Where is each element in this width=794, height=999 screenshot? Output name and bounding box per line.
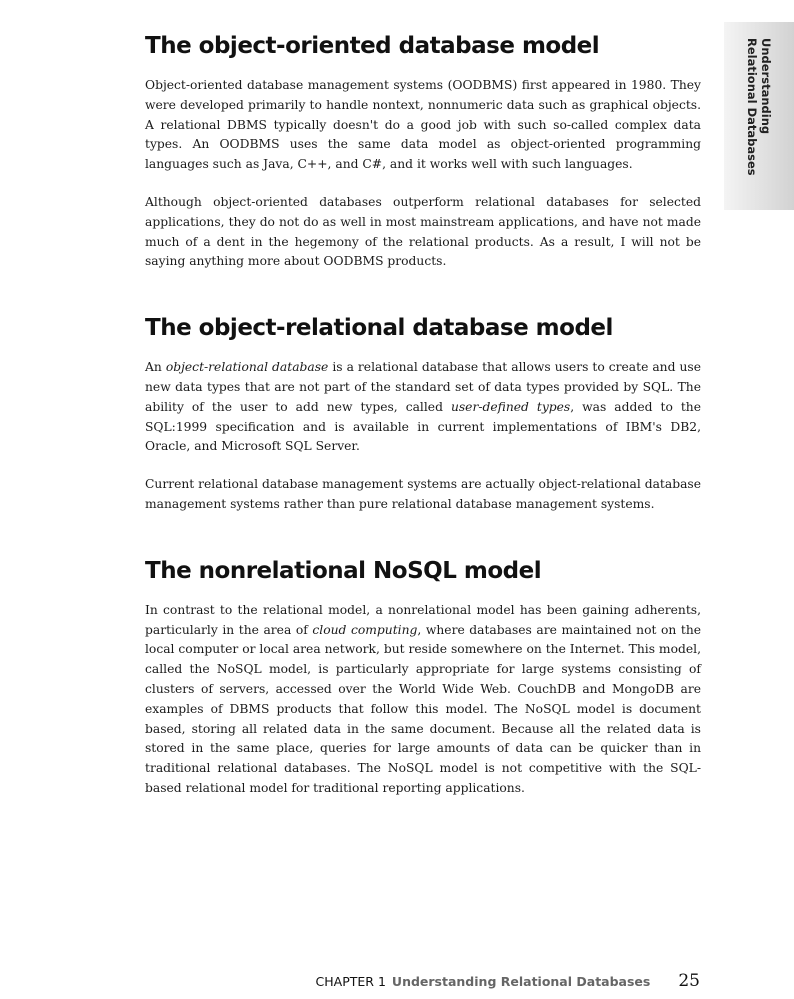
italic-term: cloud computing (312, 622, 418, 637)
footer-chapter: CHAPTER 1 (315, 973, 386, 989)
page-footer (316, 970, 700, 992)
paragraph (145, 601, 701, 799)
footer-chapter-title: Understanding Relational Databases (391, 973, 651, 989)
paragraph (145, 358, 701, 457)
section-object-relational (145, 312, 701, 515)
text-run: , was added to the SQL:1999 specification and is available in current implementations of IBM's DB2, Oracle, and Microsoft SQL Server. (145, 399, 702, 454)
text-run: is a relational database that allows users to create and use new data types that are not part of the standard set of data types provided by SQL. The ability of the user to add new types, called (145, 360, 701, 414)
text-run: An (145, 360, 166, 375)
text-run: In contrast to the relational model, a nonrelational model has been gaining adherents, particularly in the area of (145, 602, 701, 637)
paragraph: Object-oriented database management systems (OODBMS) first appeared in 1980. They were developed primarily to handle nontext, nonnumeric data such as graphical objects. A relational DBMS typically doesn't do a good job with such so-called complex data types. An OODBMS uses the same data model as object-oriented programming languages such as Java, C++, and C#, and it works well with such languages. (145, 78, 701, 172)
section-nosql (145, 555, 701, 799)
page-content (145, 30, 701, 817)
text-run: , where databases are maintained not on the local computer or local area network, but reside somewhere on the Internet. This model, called the NoSQL model, is particularly appropriate for large systems consisting of clusters of servers, accessed over the World Wide Web. CouchDB and MongoDB are examples of DBMS products that follow this model. The NoSQL model is document based, storing all related data in the same document. Because all the related data is stored in the same place, queries for large amounts of data can be quicker than in traditional relational databases. The NoSQL model is not competitive with the SQL-based relational model for traditional reporting applications. (145, 622, 702, 795)
italic-term: object-relational database (165, 360, 329, 375)
side-tab-line1: Understanding (759, 38, 773, 135)
side-tab-label (724, 22, 794, 210)
section-object-oriented (145, 30, 701, 272)
section-heading: The object-oriented database model (145, 33, 600, 59)
italic-term: user-defined types (450, 399, 571, 414)
chapter-side-tab (724, 22, 794, 210)
side-tab-line2: Relational Databases (745, 38, 759, 176)
section-heading: The object-relational database model (145, 315, 613, 342)
paragraph: Current relational database management systems are actually object-relational database management systems rather than pure relational database management systems. (145, 477, 701, 511)
paragraph: Although object-oriented databases outperform relational databases for selected applications, they do not do as well in most mainstream applications, and have not made much of a dent in the hegemony of the relational products. As a result, I will not be saying anything more about OODBMS products. (145, 194, 701, 269)
page-number: 25 (678, 971, 700, 991)
section-heading: The nonrelational NoSQL model (145, 557, 542, 584)
